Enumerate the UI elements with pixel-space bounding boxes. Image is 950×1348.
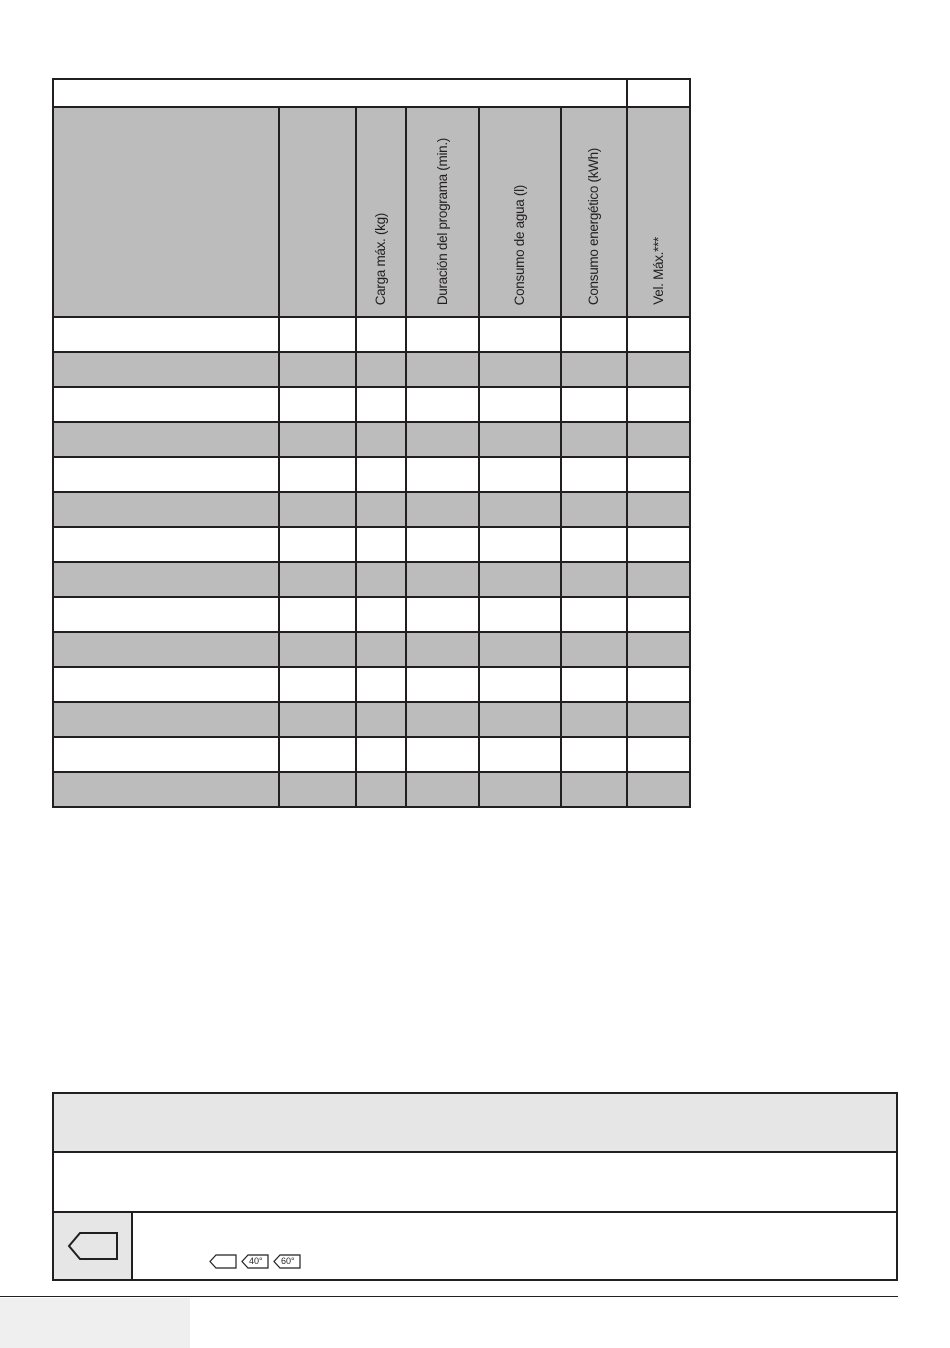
table-cell	[627, 667, 690, 702]
footer-divider	[0, 1296, 898, 1297]
table-cell	[479, 737, 561, 772]
footer-page-box	[0, 1298, 190, 1348]
table-row	[53, 422, 690, 457]
table-row	[53, 772, 690, 807]
table-cell	[356, 457, 406, 492]
mini-tag-icon	[209, 1254, 237, 1269]
table-cell	[627, 632, 690, 667]
info-box-title	[54, 1094, 896, 1153]
table-cell	[561, 702, 627, 737]
table-cell	[279, 492, 356, 527]
table-row	[53, 702, 690, 737]
table-cell	[53, 492, 279, 527]
table-row	[53, 492, 690, 527]
table-cell	[627, 422, 690, 457]
table-cell	[279, 702, 356, 737]
table-cell	[627, 317, 690, 352]
table-cell	[479, 457, 561, 492]
program-table	[52, 78, 691, 808]
table-cell	[279, 457, 356, 492]
table-cell	[356, 527, 406, 562]
table-cell	[561, 492, 627, 527]
table-cell	[356, 422, 406, 457]
table-row	[53, 317, 690, 352]
table-cell	[479, 562, 561, 597]
header-temperature	[279, 107, 356, 317]
table-cell	[479, 597, 561, 632]
table-cell	[53, 422, 279, 457]
table-cell	[53, 737, 279, 772]
table-cell	[479, 772, 561, 807]
table-cell	[627, 737, 690, 772]
table-cell	[406, 422, 479, 457]
table-cell	[561, 597, 627, 632]
table-cell	[561, 352, 627, 387]
table-cell	[53, 597, 279, 632]
table-cell	[406, 317, 479, 352]
table-cell	[279, 422, 356, 457]
table-cell	[279, 387, 356, 422]
table-cell	[561, 632, 627, 667]
table-cell	[561, 457, 627, 492]
table-cell	[53, 352, 279, 387]
table-top-cell	[53, 79, 627, 107]
header-duration	[406, 107, 479, 317]
table-row	[53, 457, 690, 492]
symbol-cell	[54, 1213, 133, 1279]
table-cell	[406, 772, 479, 807]
table-cell	[406, 702, 479, 737]
table-cell	[279, 317, 356, 352]
table-cell	[479, 492, 561, 527]
table-cell	[356, 597, 406, 632]
symbol-description	[133, 1213, 896, 1279]
table-cell	[53, 317, 279, 352]
table-cell	[627, 387, 690, 422]
table-row	[53, 562, 690, 597]
table-cell	[561, 317, 627, 352]
table-cell	[356, 772, 406, 807]
table-cell	[627, 527, 690, 562]
table-cell	[561, 667, 627, 702]
table-cell	[356, 702, 406, 737]
mini-symbols	[209, 1254, 301, 1269]
table-cell	[479, 317, 561, 352]
table-cell	[279, 772, 356, 807]
header-water-label: Consumo de agua (l)	[512, 184, 527, 305]
header-water	[479, 107, 561, 317]
tag-symbol-icon	[66, 1230, 120, 1262]
info-box	[52, 1092, 898, 1281]
mini-tag-60-icon: 60°	[273, 1254, 301, 1269]
table-cell	[53, 457, 279, 492]
table-cell	[406, 457, 479, 492]
table-cell	[279, 737, 356, 772]
table-cell	[53, 667, 279, 702]
table-cell	[479, 527, 561, 562]
header-duration-label: Duración del programa (min.)	[434, 137, 450, 305]
table-cell	[279, 632, 356, 667]
table-cell	[561, 387, 627, 422]
header-program	[53, 107, 279, 317]
table-row	[53, 667, 690, 702]
table-cell	[53, 702, 279, 737]
header-speed-label: Vel. Máx.***	[650, 237, 666, 305]
table-row	[53, 632, 690, 667]
header-max-load	[356, 107, 406, 317]
table-cell	[356, 352, 406, 387]
table-cell	[356, 562, 406, 597]
table-top-row	[53, 79, 690, 107]
table-row	[53, 352, 690, 387]
table-cell	[356, 492, 406, 527]
table-cell	[406, 597, 479, 632]
table-cell	[279, 527, 356, 562]
table-body	[53, 317, 690, 807]
table-cell	[279, 667, 356, 702]
table-cell	[53, 527, 279, 562]
table-row	[53, 527, 690, 562]
table-cell	[356, 632, 406, 667]
table-cell	[356, 317, 406, 352]
table-cell	[406, 737, 479, 772]
table-cell	[627, 352, 690, 387]
table-cell	[561, 772, 627, 807]
table-row	[53, 597, 690, 632]
table-cell	[627, 702, 690, 737]
table-cell	[479, 632, 561, 667]
table-cell	[627, 562, 690, 597]
header-energy-label: Consumo energético (kWh)	[586, 147, 601, 305]
table-cell	[479, 667, 561, 702]
table-cell	[406, 352, 479, 387]
table-row	[53, 737, 690, 772]
table-cell	[627, 492, 690, 527]
table-cell	[627, 772, 690, 807]
table-cell	[627, 597, 690, 632]
table-cell	[53, 387, 279, 422]
table-cell	[627, 457, 690, 492]
table-top-cell-speed	[627, 79, 690, 107]
table-cell	[356, 387, 406, 422]
table-cell	[561, 422, 627, 457]
table-cell	[406, 492, 479, 527]
table-cell	[406, 632, 479, 667]
table-cell	[561, 527, 627, 562]
table-header-row	[53, 107, 690, 317]
table-cell	[356, 737, 406, 772]
table-cell	[479, 422, 561, 457]
table-cell	[279, 597, 356, 632]
info-box-text	[54, 1153, 896, 1213]
header-speed	[627, 107, 690, 317]
table-cell	[406, 527, 479, 562]
info-box-symbol-row	[54, 1213, 896, 1279]
mini-tag-40-icon: 40°	[241, 1254, 269, 1269]
table-cell	[479, 352, 561, 387]
header-max-load-label: Carga máx. (kg)	[373, 212, 388, 305]
table-cell	[356, 667, 406, 702]
table-cell	[53, 562, 279, 597]
table-cell	[479, 387, 561, 422]
table-cell	[279, 352, 356, 387]
table-cell	[479, 702, 561, 737]
table-cell	[53, 772, 279, 807]
table-row	[53, 387, 690, 422]
table-cell	[53, 632, 279, 667]
table-cell	[406, 387, 479, 422]
table-cell	[279, 562, 356, 597]
header-energy	[561, 107, 627, 317]
table-cell	[406, 562, 479, 597]
table-cell	[561, 562, 627, 597]
table-cell	[561, 737, 627, 772]
table-cell	[406, 667, 479, 702]
